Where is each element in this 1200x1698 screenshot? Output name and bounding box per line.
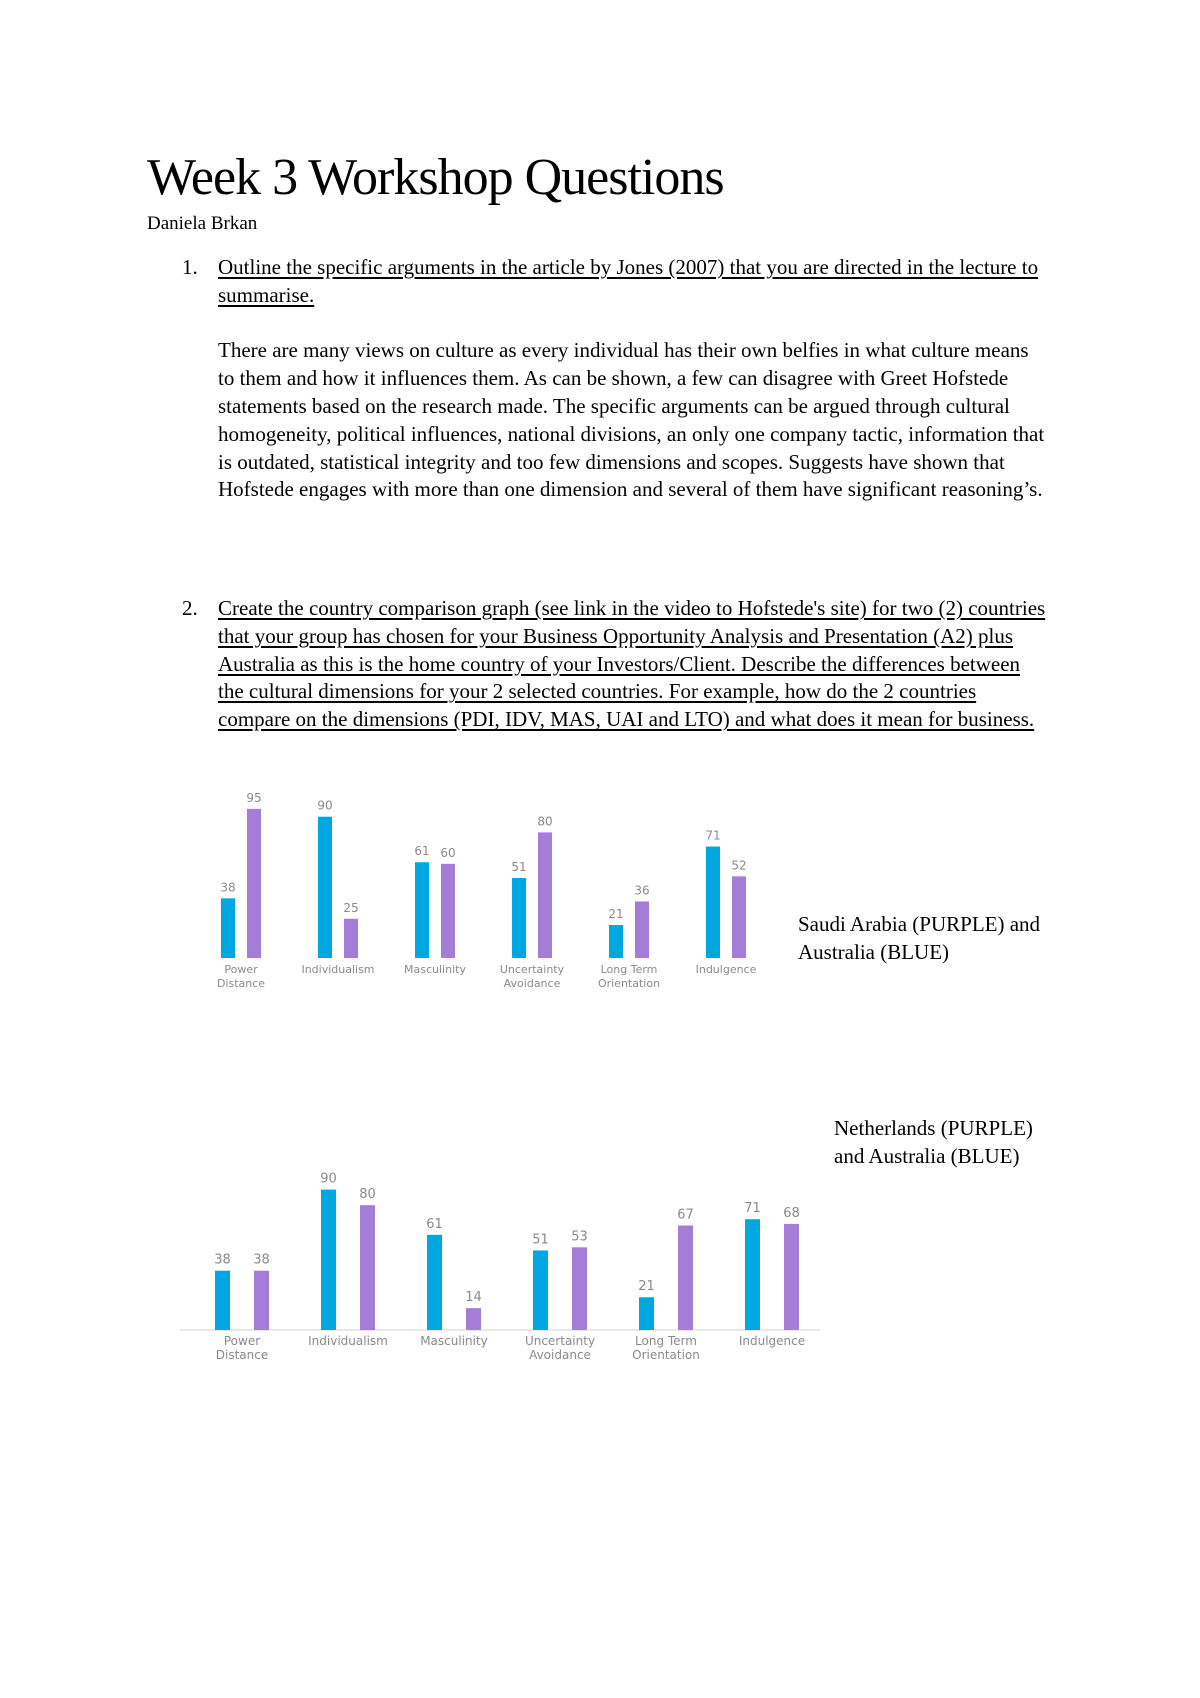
category-tick-label: Indulgence: [695, 963, 757, 976]
bar-value-label: 52: [731, 858, 747, 873]
bar-purple-2: [466, 1308, 481, 1330]
saudi-australia-chart: [180, 790, 790, 1020]
question-1-answer: There are many views on culture as every individual has their own belfies in what culture means to them and how it influences them. As can be shown, a few can disagree with Greet Hofstede statements based on the research made. The specific arguments can be argued through cultural homogeneity, political influences, national divisions, an only one company tactic, information that is outdated, statistical integrity and too few dimensions and scopes. Suggests have shown that Hofstede engages with more than one dimension and several of them have significant reasoning’s.: [218, 338, 1045, 502]
saudi-australia-chart-svg: [180, 790, 790, 1020]
bar-value-label: 53: [571, 1229, 588, 1245]
bar-value-label: 51: [511, 859, 527, 874]
document-author: Daniela Brkan: [147, 213, 258, 234]
netherlands-australia-chart: [180, 1160, 825, 1390]
bar-blue-3: [512, 878, 526, 958]
category-tick-label: Individualism: [301, 963, 375, 976]
bar-purple-2: [441, 864, 455, 958]
bar-value-label: 38: [214, 1252, 231, 1268]
bar-value-label: 80: [359, 1187, 376, 1203]
bar-purple-3: [538, 832, 552, 958]
bar-value-label: 36: [634, 883, 650, 898]
bar-purple-1: [344, 919, 358, 958]
bar-blue-2: [415, 862, 429, 958]
category-tick-label: Uncertainty Avoidance: [524, 1334, 596, 1362]
bar-blue-4: [609, 925, 623, 958]
category-tick-label: Indulgence: [738, 1334, 806, 1348]
bar-purple-4: [678, 1225, 693, 1330]
bar-purple-3: [572, 1247, 587, 1330]
bar-value-label: 71: [705, 828, 721, 843]
question-2: [182, 595, 1048, 734]
chart-1-note: Saudi Arabia (PURPLE) and Australia (BLUE): [798, 912, 1041, 964]
bar-blue-4: [639, 1297, 654, 1330]
bar-value-label: 90: [317, 798, 333, 813]
bar-blue-3: [533, 1250, 548, 1330]
question-1: [182, 254, 1048, 504]
category-tick-label: Power Distance: [215, 1334, 269, 1362]
bar-value-label: 38: [220, 880, 236, 895]
bar-value-label: 67: [677, 1207, 694, 1223]
category-tick-label: Long Term Orientation: [632, 1334, 700, 1362]
bar-value-label: 38: [253, 1252, 270, 1268]
question-2-prompt: Create the country comparison graph (see link in the video to Hofstede's site) for two (2) countries that your group has chosen for your Business Opportunity Analysis and Presentation (A2) plus Australia as this is the home country of your Investors/Client. Describe the differences between the cultural dimensions for your 2 selected countries. For example, how do the 2 countries compare on the dimensions (PDI, IDV, MAS, UAI and LTO) and what does it mean for business.: [218, 596, 1046, 732]
question-1-number: 1.: [182, 255, 198, 279]
bar-purple-1: [360, 1205, 375, 1330]
document-title: Week 3 Workshop Questions: [147, 149, 724, 206]
netherlands-australia-chart-svg: [180, 1160, 825, 1390]
bar-purple-5: [732, 876, 746, 958]
bar-blue-0: [215, 1271, 230, 1330]
chart-2-note: Netherlands (PURPLE) and Australia (BLUE): [834, 1116, 1033, 1168]
bar-blue-5: [745, 1219, 760, 1330]
bar-value-label: 80: [537, 814, 553, 829]
bar-blue-1: [321, 1190, 336, 1330]
question-1-prompt: Outline the specific arguments in the article by Jones (2007) that you are directed in the lecture to summarise.: [218, 255, 1039, 307]
bar-purple-0: [247, 809, 261, 958]
category-tick-label: Uncertainty Avoidance: [499, 963, 565, 990]
bar-purple-4: [635, 901, 649, 958]
bar-blue-5: [706, 847, 720, 958]
question-2-number: 2.: [182, 596, 198, 620]
bar-blue-0: [221, 898, 235, 958]
bar-value-label: 61: [426, 1216, 443, 1232]
category-tick-label: Power Distance: [216, 963, 266, 990]
bar-blue-2: [427, 1235, 442, 1330]
bar-purple-5: [784, 1224, 799, 1330]
category-tick-label: Masculinity: [404, 963, 466, 976]
bar-value-label: 21: [608, 907, 624, 922]
category-tick-label: Long Term Orientation: [597, 963, 661, 990]
bar-value-label: 25: [343, 900, 359, 915]
bar-value-label: 60: [440, 845, 456, 860]
bar-value-label: 68: [783, 1205, 800, 1221]
bar-value-label: 71: [744, 1201, 761, 1217]
category-tick-label: Masculinity: [420, 1334, 488, 1348]
bar-blue-1: [318, 817, 332, 958]
bar-value-label: 21: [638, 1279, 655, 1295]
bar-value-label: 51: [532, 1232, 549, 1248]
bar-value-label: 95: [246, 790, 262, 805]
category-tick-label: Individualism: [308, 1334, 388, 1348]
bar-value-label: 90: [320, 1171, 337, 1187]
bar-value-label: 61: [414, 844, 430, 859]
bar-purple-0: [254, 1271, 269, 1330]
bar-value-label: 14: [465, 1290, 482, 1306]
